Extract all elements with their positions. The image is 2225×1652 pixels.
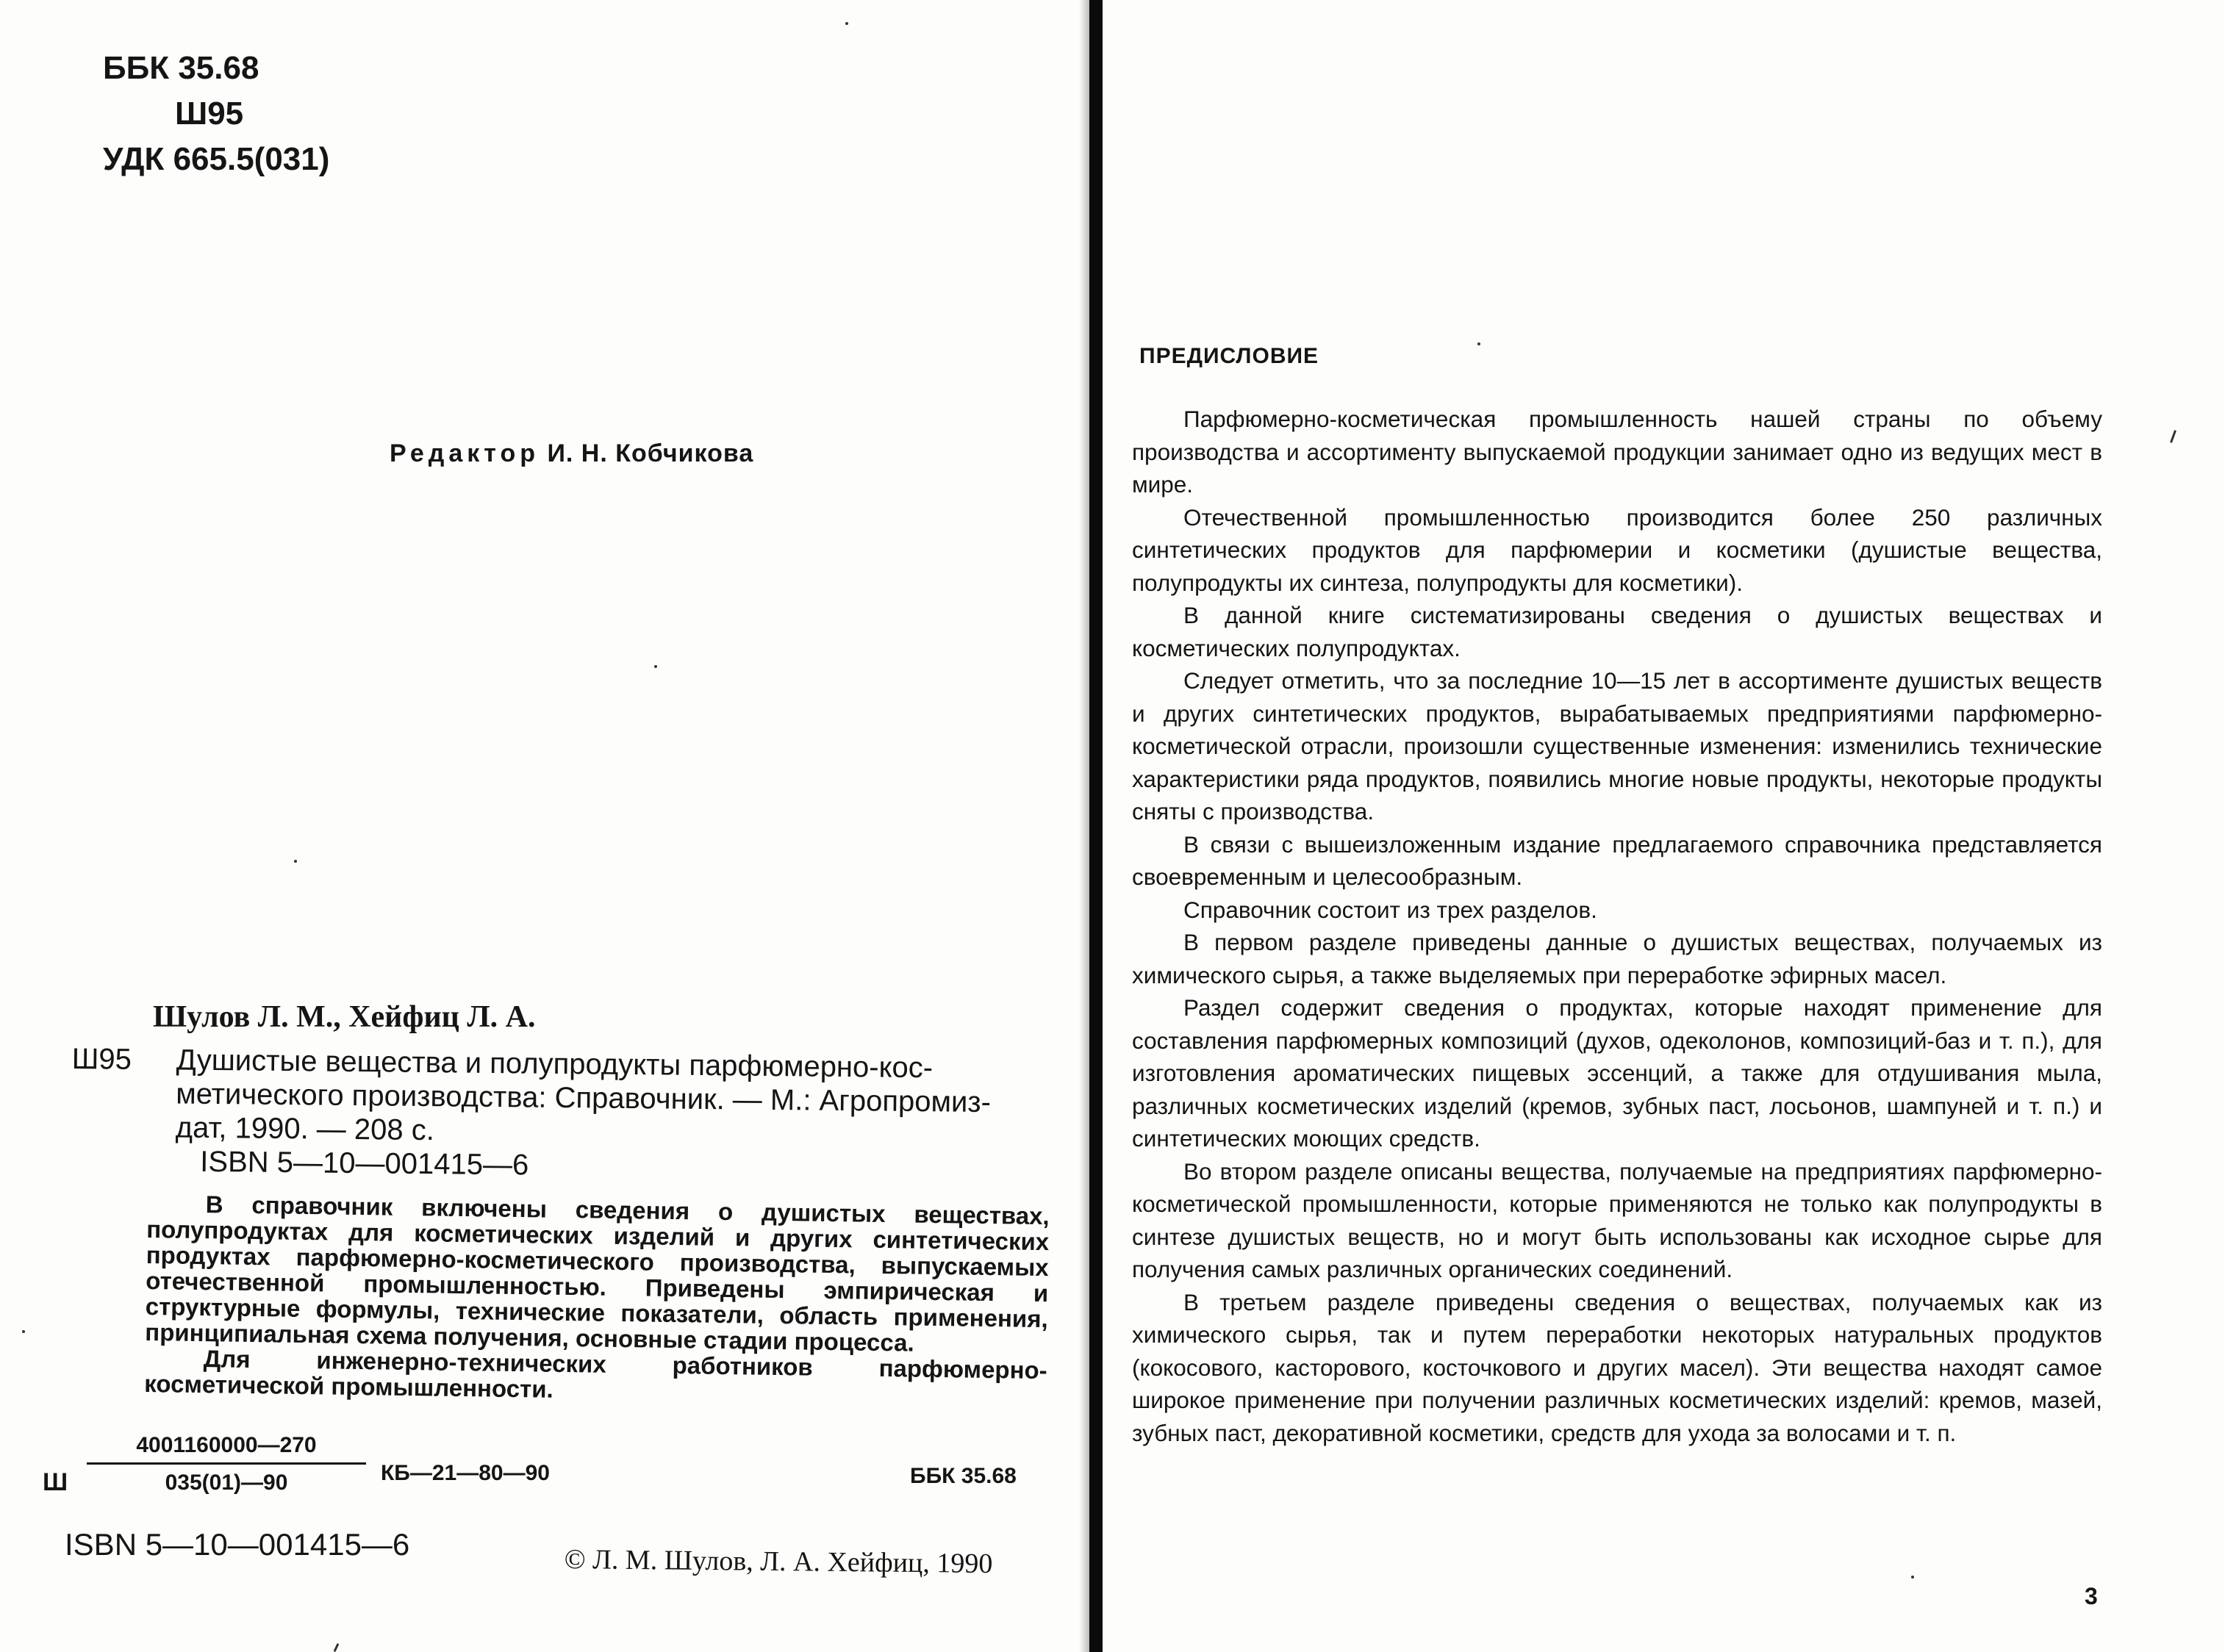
page-number: 3 bbox=[2085, 1583, 2098, 1609]
editor-name: И. Н. Кобчикова bbox=[547, 439, 754, 467]
cipher-code: Ш95 bbox=[175, 96, 244, 132]
catalog-line: дат, 1990. — 208 с. bbox=[175, 1111, 435, 1147]
preface-paragraph: Раздел содержит сведения о продуктах, которые находят применение для составления парфюмерных композиций (духов, одеколонов, композиций-баз и т. п.), для изготовления ароматических пищевых эссенций, а также для отдушивания мыла, различных косметических изделий (кремов, зубных паст, лосьонов, шампуней и т. п.) и синтетических моющих средств. bbox=[1132, 994, 2102, 1152]
shelf-numerator: 4001160000—270 bbox=[87, 1433, 366, 1465]
preface-paragraph: В третьем разделе приведены сведения о веществах, получаемых как из химического сырья, так и путем переработки некоторых натуральных продуктов (кокосового, касторового, косточкового и других масел). Эти вещества находят самое широкое применение при получении различных косметических изделий: кремов, мазей, зубных паст, декоративной косметики, средств для ухода за волосами и т. п. bbox=[1132, 1288, 2102, 1446]
preface-paragraph: Во втором разделе описаны вещества, получаемые на предприятиях парфюмерно-косметической промышленности, которые применяются не только как полупродукты в синтезе душистых веществ, но и могут быть использованы как исходное сырье для получения самых различных органических соединений. bbox=[1132, 1157, 2102, 1282]
book-gutter-shadow bbox=[1079, 0, 1089, 1652]
preface-text bbox=[1132, 403, 2102, 1449]
shelf-fraction bbox=[87, 1433, 366, 1495]
preface-paragraph: Парфюмерно-косметическая промышленность нашей страны по объему производства и ассортименту выпускаемой продукции занимает одно из ведущих мест в мире. bbox=[1132, 406, 2102, 498]
editor-credit bbox=[390, 439, 753, 468]
scan-speck bbox=[1477, 342, 1480, 345]
bbk-code: ББК 35.68 bbox=[103, 50, 259, 86]
catalog-line: Душистые вещества и полупродукты парфюмерно-кос- bbox=[176, 1044, 934, 1085]
annotation bbox=[144, 1190, 1050, 1409]
scan-speck bbox=[654, 665, 657, 668]
catalog-authors: Шулов Л. М., Хейфиц Л. А. bbox=[153, 1000, 536, 1034]
scan-speck bbox=[334, 1643, 340, 1652]
shelf-extra: КБ—21—80—90 bbox=[381, 1461, 550, 1485]
preface-paragraph: Справочник состоит из трех разделов. bbox=[1183, 896, 1597, 923]
catalog-entry bbox=[71, 1042, 1050, 1188]
preface-heading: ПРЕДИСЛОВИЕ bbox=[1139, 344, 1319, 368]
scan-speck bbox=[1911, 1576, 1914, 1579]
editor-label: Редактор bbox=[390, 439, 540, 467]
preface-paragraph: В первом разделе приведены данные о душистых веществах, получаемых из химического сырья, а также выделяемых при переработке эфирных масел. bbox=[1132, 929, 2102, 988]
preface-paragraph: В данной книге систематизированы сведения о душистых веществах и косметических полупродуктах. bbox=[1132, 602, 2102, 661]
isbn-bottom: ISBN 5—10—001415—6 bbox=[65, 1527, 410, 1562]
annotation-paragraph: Для инженерно-технических работников парфюмерно-косметической промышленности. bbox=[144, 1345, 1047, 1403]
preface-paragraph: В связи с вышеизложенным издание предлагаемого справочника представляется своевременным и целесообразным. bbox=[1132, 830, 2102, 890]
scan-speck bbox=[22, 1330, 25, 1333]
catalog-title bbox=[71, 1042, 1050, 1154]
catalog-line: метического производства: Справочник. — М.: Агропромиз- bbox=[176, 1077, 992, 1119]
preface-paragraph: Отечественной промышленностью производится более 250 различных синтетических продуктов для парфюмерии и косметики (душистые вещества, полупродукты их синтеза, полупродукты для косметики). bbox=[1132, 503, 2102, 596]
preface-paragraph: Следует отметить, что за последние 10—15 лет в ассортименте душистых веществ и других синтетических продуктов, вырабатываемых предприятиями парфюмерно-косметической отрасли, произошли существенные изменения: изменились технические характеристики ряда продуктов, появились многие новые продукты, некоторые продукты сняты с производства. bbox=[1132, 667, 2102, 825]
book-spine bbox=[1089, 0, 1103, 1652]
shelf-letter: Ш bbox=[43, 1468, 68, 1496]
annotation-paragraph: В справочник включены сведения о душистых веществах, полупродуктах для косметических изделий и других синтетических продуктах парфюмерно-косметического производства, выпускаемых отечественной промышленностью. Приведены эмпирическая и структурные формулы, технические показатели, область применения, принципиальная схема получения, основные стадии процесса. bbox=[145, 1190, 1050, 1357]
classification-codes bbox=[103, 46, 329, 182]
scan-speck bbox=[2170, 430, 2176, 443]
scan-speck bbox=[294, 860, 297, 863]
bbk-bottom: ББК 35.68 bbox=[910, 1464, 1017, 1488]
scan-speck bbox=[845, 22, 848, 25]
udk-code: УДК 665.5(031) bbox=[103, 141, 330, 177]
copyright: © Л. М. Шулов, Л. А. Хейфиц, 1990 bbox=[564, 1544, 993, 1580]
catalog-cipher: Ш95 bbox=[71, 1043, 132, 1076]
catalog-isbn: ISBN 5—10—001415—6 bbox=[200, 1145, 529, 1182]
shelf-denominator: 035(01)—90 bbox=[165, 1470, 288, 1495]
